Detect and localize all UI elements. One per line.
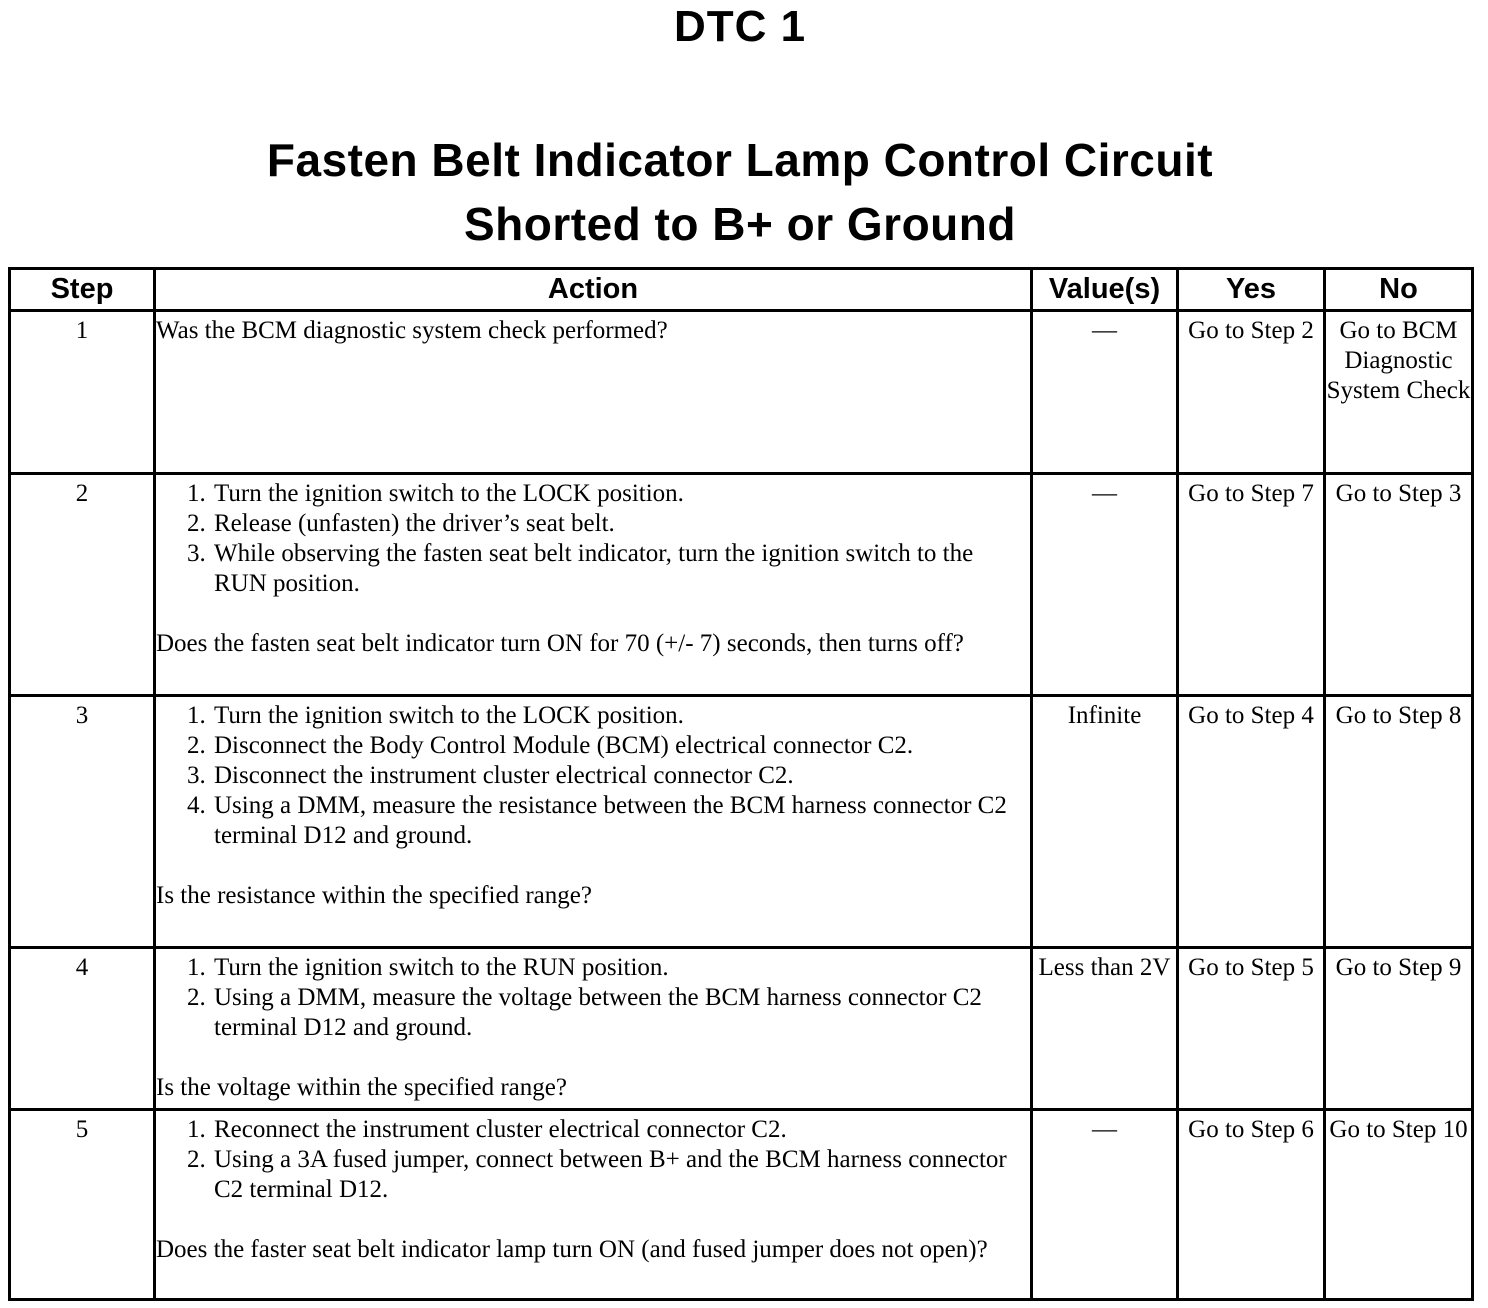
instruction-list <box>156 701 1030 851</box>
action-question: Was the BCM diagnostic system check performed? <box>156 317 668 344</box>
instruction-item: 1. Reconnect the instrument cluster electrical connector C2. <box>212 1115 1030 1145</box>
subtitle-line-1: Fasten Belt Indicator Lamp Control Circuit <box>266 134 1214 186</box>
table-row <box>10 474 1473 696</box>
value-cell: Infinite <box>1032 696 1178 948</box>
instruction-item: 1. Turn the ignition switch to the RUN position. <box>212 953 1030 983</box>
action-question: Does the faster seat belt indicator lamp turn ON (and fused jumper does not open)? <box>156 1236 988 1263</box>
table-header-row <box>10 269 1473 311</box>
instruction-item: 1. Turn the ignition switch to the LOCK position. <box>212 701 1030 731</box>
table-row <box>10 311 1473 474</box>
table-body <box>10 311 1473 1300</box>
action-question: Is the resistance within the specified range? <box>156 882 592 909</box>
instruction-list <box>156 1115 1030 1205</box>
value-cell: — <box>1032 311 1178 474</box>
no-cell: Go to Step 3 <box>1325 474 1473 696</box>
diagnostic-table <box>8 267 1474 1301</box>
header-step: Step <box>10 269 155 311</box>
yes-cell: Go to Step 4 <box>1178 696 1325 948</box>
value-cell: Less than 2V <box>1032 948 1178 1110</box>
instruction-list <box>156 479 1030 599</box>
document-title: DTC 1 <box>673 2 807 51</box>
instruction-item: 3. Disconnect the instrument cluster electrical connector C2. <box>212 761 1030 791</box>
no-cell: Go to Step 8 <box>1325 696 1473 948</box>
step-number: 1 <box>10 311 155 474</box>
action-question: Is the voltage within the specified range? <box>156 1074 567 1101</box>
yes-cell: Go to Step 7 <box>1178 474 1325 696</box>
step-number: 4 <box>10 948 155 1110</box>
value-cell: — <box>1032 1110 1178 1300</box>
instruction-item: 3. While observing the fasten seat belt indicator, turn the ignition switch to the RUN position. <box>212 539 1030 599</box>
instruction-list <box>156 953 1030 1043</box>
no-cell: Go to Step 10 <box>1325 1110 1473 1300</box>
yes-cell: Go to Step 2 <box>1178 311 1325 474</box>
instruction-item: 4. Using a DMM, measure the resistance between the BCM harness connector C2 terminal D12 and ground. <box>212 791 1030 851</box>
subtitle-line-2: Shorted to B+ or Ground <box>464 198 1016 250</box>
yes-cell: Go to Step 6 <box>1178 1110 1325 1300</box>
instruction-item: 2. Disconnect the Body Control Module (BCM) electrical connector C2. <box>212 731 1030 761</box>
instruction-item: 2. Using a 3A fused jumper, connect between B+ and the BCM harness connector C2 terminal D12. <box>212 1145 1030 1205</box>
action-question: Does the fasten seat belt indicator turn ON for 70 (+/- 7) seconds, then turns off? <box>156 630 964 657</box>
instruction-item: 2. Release (unfasten) the driver’s seat belt. <box>212 509 1030 539</box>
header-values: Value(s) <box>1032 269 1178 311</box>
header-yes: Yes <box>1178 269 1325 311</box>
step-number: 2 <box>10 474 155 696</box>
action-cell <box>155 948 1032 1110</box>
step-number: 3 <box>10 696 155 948</box>
header-action: Action <box>155 269 1032 311</box>
no-cell: Go to BCM Diagnostic System Check <box>1325 311 1473 474</box>
action-cell <box>155 474 1032 696</box>
action-cell <box>155 311 1032 474</box>
action-cell <box>155 696 1032 948</box>
table-row <box>10 696 1473 948</box>
value-cell: — <box>1032 474 1178 696</box>
yes-cell: Go to Step 5 <box>1178 948 1325 1110</box>
instruction-item: 2. Using a DMM, measure the voltage between the BCM harness connector C2 terminal D12 and ground. <box>212 983 1030 1043</box>
instruction-item: 1. Turn the ignition switch to the LOCK position. <box>212 479 1030 509</box>
table-row <box>10 1110 1473 1300</box>
action-cell <box>155 1110 1032 1300</box>
step-number: 5 <box>10 1110 155 1300</box>
no-cell: Go to Step 9 <box>1325 948 1473 1110</box>
document-subtitle <box>0 128 1480 256</box>
header-no: No <box>1325 269 1473 311</box>
table-row <box>10 948 1473 1110</box>
